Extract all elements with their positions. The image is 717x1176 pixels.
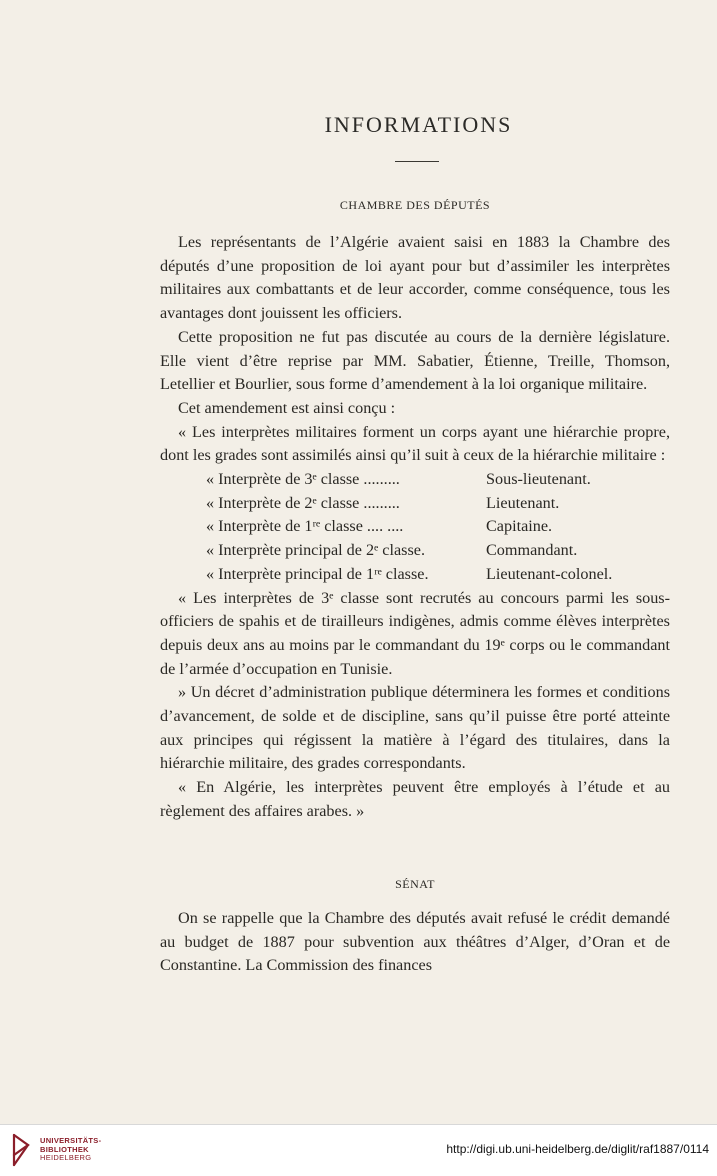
section-heading-senat: SÉNAT — [395, 877, 435, 891]
paragraph: « Les interprètes de 3ᵉ classe sont recrutés au concours parmi les sous-officiers de spahis et de tirailleurs indigènes, admis comme élèves interprètes depuis deux ans au moins par le commandant du 19ᵉ corps ou le commandant de l’armée d’occupation en Tunisie. — [160, 588, 670, 678]
viewer-footer — [0, 1124, 717, 1176]
grade-rank: « Interprète principal de 1ʳᵉ classe. — [206, 564, 429, 583]
grade-row — [160, 492, 670, 516]
library-name: UNIVERSITÄTS- BIBLIOTHEK HEIDELBERG — [40, 1136, 102, 1162]
grade-row — [160, 515, 670, 539]
paragraph: Les représentants de l’Algérie avaient saisi en 1883 la Chambre des députés d’une proposition de loi ayant pour but d’assimiler les interprètes militaires aux combattants et de leur accorder, comme conséquence, tous les avantages dont jouissent les officiers. — [160, 233, 670, 323]
page-title: INFORMATIONS — [324, 112, 513, 137]
paragraph: Cette proposition ne fut pas discutée au cours de la dernière législature. Elle vient d’être reprise par MM. Sabatier, Étienne, Treille, Thomson, Letellier et Bourlier, sous forme d’amendement à la loi organique militaire. — [160, 327, 670, 394]
paragraph: » Un décret d’administration publique déterminera les formes et conditions d’avancement, de solde et de discipline, sans qu’il puisse être porté atteinte aux principes qui régissent la matière à l’égard des titulaires, dans la hiérarchie militaire, des grades correspondants. — [160, 683, 670, 773]
paragraph: On se rappelle que la Chambre des députés avait refusé le crédit demandé au budget de 1887 pour subvention aux théâtres d’Alger, d’Oran et de Constantine. La Commission des finances — [160, 909, 670, 975]
section-heading-chambre: CHAMBRE DES DÉPUTÉS — [339, 198, 491, 212]
section-body-senat — [160, 907, 670, 978]
grade-rank: « Interprète de 3ᵉ classe ......... — [206, 470, 400, 489]
title-rule — [395, 161, 439, 162]
grade-rank: « Interprète de 1ʳᵉ classe .... .... — [206, 517, 404, 536]
grade-row — [160, 563, 670, 587]
grade-rank: « Interprète de 2ᵉ classe ......... — [206, 493, 400, 512]
section-body-chambre — [160, 231, 670, 824]
permalink-url[interactable]: http://digi.ub.uni-heidelberg.de/diglit/raf1887/0114 — [446, 1142, 709, 1156]
grade-equivalent: Commandant. — [486, 541, 578, 560]
paragraph: Cet amendement est ainsi conçu : — [178, 398, 396, 417]
paragraph: « Les interprètes militaires forment un corps ayant une hiérarchie propre, dont les grades sont assimilés ainsi qu’il suit à ceux de la hiérarchie militaire : — [160, 422, 670, 465]
library-logo-icon — [8, 1131, 34, 1169]
grade-equivalent: Capitaine. — [486, 517, 553, 536]
grade-equivalent: Lieutenant-colonel. — [486, 564, 613, 583]
grade-equivalent: Lieutenant. — [486, 493, 560, 512]
grade-rank: « Interprète principal de 2ᵉ classe. — [206, 541, 425, 560]
grade-equivalent: Sous-lieutenant. — [486, 470, 591, 489]
grade-row — [160, 468, 670, 492]
paragraph: « En Algérie, les interprètes peuvent être employés à l’étude et au règlement des affaires arabes. » — [160, 778, 670, 820]
grade-row — [160, 539, 670, 563]
